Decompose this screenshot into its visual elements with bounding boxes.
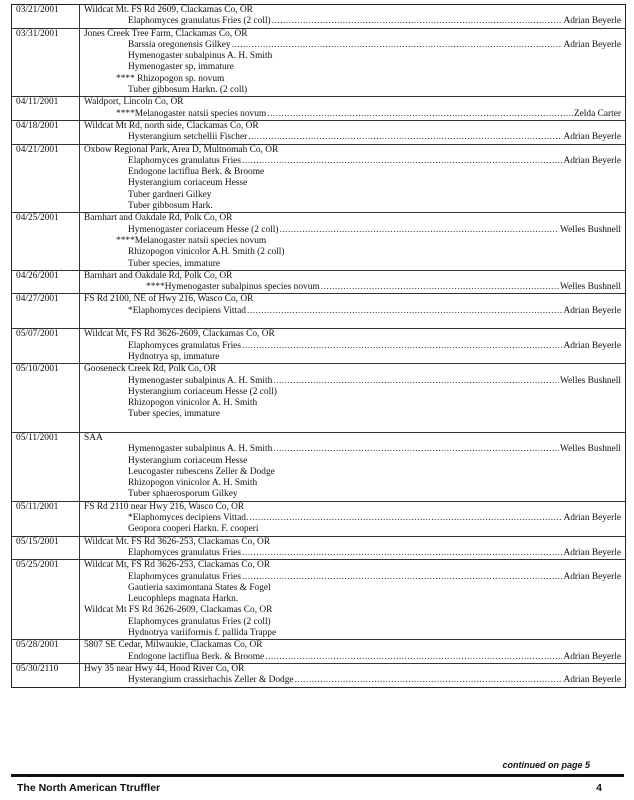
species-text: Hysterangium crassirhachis Zeller & Dodge [128, 675, 294, 686]
species-text: Rhizopogon vinicolor A.H. Smith (2 coll) [128, 247, 285, 258]
record-date: 05/10/2001 [12, 364, 80, 432]
species-line [80, 225, 621, 236]
collector-name: Zelda Carter [573, 108, 621, 119]
location-line [80, 640, 621, 651]
species-text: Hydnotrya variiformis f. pallida Trappe [128, 628, 277, 639]
location-line [80, 213, 621, 224]
record-date: 04/18/2001 [12, 121, 80, 144]
location-text: Oxbow Regional Park, Area D, Multnomah Co, OR [84, 144, 279, 155]
species-line [80, 74, 621, 85]
record-date: 05/25/2001 [12, 560, 80, 639]
species-line [80, 444, 621, 455]
species-line [80, 51, 621, 62]
species-line [80, 628, 621, 639]
leader-dots [242, 548, 562, 559]
record-details [80, 329, 625, 363]
species-line [80, 85, 621, 96]
leader-dots [248, 132, 562, 143]
location-line [80, 537, 621, 548]
species-text: Hysterangium coriaceum Hesse [128, 178, 248, 189]
record-date: 04/21/2001 [12, 145, 80, 213]
species-line [80, 259, 621, 270]
species-text: ****Melanogaster natsii species novum [116, 235, 267, 246]
location-text: Wildcat Mt FS Rd 3626-2609, Clackamas Co, OR [84, 605, 273, 616]
leader-dots [321, 282, 559, 293]
record-date: 04/27/2001 [12, 294, 80, 328]
location-line [80, 433, 621, 444]
record-details [80, 502, 625, 536]
species-text: Elaphomyces granulatus Fries [128, 547, 241, 558]
species-line [80, 572, 621, 583]
species-line [80, 236, 621, 247]
record-date: 04/25/2001 [12, 213, 80, 269]
species-line [80, 409, 621, 420]
record-date: 05/11/2001 [12, 502, 80, 536]
species-text: Rhizopogon vinicolor A. H. Smith [128, 478, 258, 489]
species-text: Tuber gardneri Gilkey [128, 189, 212, 200]
location-text: FS Rd 2100, NE of Hwy 216, Wasco Co, OR [84, 294, 254, 305]
species-line [80, 387, 621, 398]
record-row [12, 97, 625, 121]
record-row [12, 433, 625, 502]
location-line [80, 121, 621, 132]
species-line [80, 524, 621, 535]
record-details [80, 537, 625, 560]
location-text: Wildcat Mt Rd, north side, Clackamas Co, OR [84, 120, 259, 131]
species-line [80, 352, 621, 363]
species-line [80, 467, 621, 478]
record-date: 03/21/2001 [12, 5, 80, 28]
species-text: ****Hymenogaster subalpinus species novum [146, 282, 320, 293]
publication-title: The North American Ttruffler [17, 782, 161, 794]
leader-dots [242, 156, 562, 167]
species-text: **** Rhizopogon sp. novum [116, 73, 225, 84]
record-row [12, 560, 625, 640]
species-text: Elaphomyces granulatus Fries [128, 340, 241, 351]
location-line [80, 294, 621, 305]
leader-dots [295, 675, 563, 686]
location-text: SAA [84, 432, 103, 443]
species-text: Rhizopogon vinicolor A. H. Smith [128, 398, 258, 409]
collector-name: Welles Bushnell [560, 282, 621, 293]
species-line [80, 456, 621, 467]
collector-name: Adrian Beyerle [563, 16, 621, 27]
location-line [80, 560, 621, 571]
record-details [80, 433, 625, 501]
collector-name: Welles Bushnell [560, 375, 621, 386]
location-text: 5807 SE Cedar, Milwaukie, Clackamas Co, OR [84, 640, 263, 651]
record-date: 04/26/2001 [12, 271, 80, 294]
species-line [80, 617, 621, 628]
location-text: Barnhart and Oakdale Rd, Polk Co, OR [84, 213, 233, 224]
leader-dots [273, 444, 559, 455]
record-date: 05/07/2001 [12, 329, 80, 363]
record-row [12, 121, 625, 145]
record-date: 05/15/2001 [12, 537, 80, 560]
leader-dots [267, 109, 573, 120]
location-text: Wildcat Mt. FS Rd 2609, Clackamas Co, OR [84, 5, 253, 15]
species-text: Tuber sphaerosporum Gilkey [128, 489, 238, 500]
record-details [80, 97, 625, 120]
species-text: Hymenogaster subalpinus A. H. Smith [128, 444, 273, 455]
collector-name: Adrian Beyerle [563, 39, 621, 50]
record-date: 05/11/2001 [12, 433, 80, 501]
leader-dots [249, 513, 562, 524]
location-text: Wildcat Mt. FS Rd 3626-253, Clackamas Co, OR [84, 536, 271, 547]
record-details [80, 29, 625, 97]
record-details [80, 364, 625, 432]
location-line [80, 421, 621, 432]
location-line [80, 5, 621, 16]
record-row [12, 5, 625, 29]
species-text: Leucogaster rubescens Zeller & Dodge [128, 466, 275, 477]
species-text: Barssia oregonensis Gilkey [128, 39, 231, 50]
location-text: Jones Creek Tree Farm, Clackamas Co, OR [84, 28, 248, 39]
record-details [80, 664, 625, 687]
record-date: 05/30/2110 [12, 664, 80, 687]
collector-name: Welles Bushnell [560, 224, 621, 235]
page-footer [11, 774, 624, 799]
species-text: Hysterangium coriaceum Hesse (2 coll) [128, 386, 277, 397]
location-text: Barnhart and Oakdale Rd, Polk Co, OR [84, 270, 233, 281]
record-details [80, 5, 625, 28]
species-text: Tuber species, immature [128, 258, 221, 269]
leader-dots [273, 376, 559, 387]
location-line [80, 271, 621, 282]
location-text: Wildcat Mt, FS Rd 3626-253, Clackamas Co, OR [84, 560, 271, 571]
location-text: FS Rd 2110 near Hwy 216, Wasco Co, OR [84, 501, 245, 512]
collector-name: Adrian Beyerle [563, 675, 621, 686]
record-details [80, 560, 625, 639]
collector-name: Adrian Beyerle [563, 513, 621, 524]
species-line [80, 478, 621, 489]
collector-name: Adrian Beyerle [563, 132, 621, 143]
record-row [12, 213, 625, 270]
species-line [80, 513, 621, 524]
species-text: Hymenogaster sp, immature [128, 62, 234, 73]
continued-note: continued on page 5 [502, 760, 590, 770]
species-line [80, 652, 621, 663]
leader-dots [232, 40, 563, 51]
record-date: 04/11/2001 [12, 97, 80, 120]
species-text: Leucophleps magnata Harkn. [128, 594, 239, 605]
location-text: Gooseneck Creek Rd, Polk Co, OR [84, 364, 217, 375]
species-text: Endogone lactiflua Berk. & Broome [128, 167, 265, 178]
species-line [80, 282, 621, 293]
species-line [80, 201, 621, 212]
species-text: Geopora cooperi Harkn. F. cooperi [128, 524, 259, 535]
location-line [80, 502, 621, 513]
species-line [80, 109, 621, 120]
species-line [80, 675, 621, 686]
record-date: 03/31/2001 [12, 29, 80, 97]
species-text: Elaphomyces granulatus Fries [128, 571, 241, 582]
species-line [80, 376, 621, 387]
species-line [80, 156, 621, 167]
species-line [80, 341, 621, 352]
record-row [12, 294, 625, 329]
leader-dots [265, 652, 562, 663]
species-line [80, 16, 621, 27]
species-text: Tuber species, immature [128, 409, 221, 420]
collector-name: Adrian Beyerle [563, 340, 621, 351]
species-line [80, 398, 621, 409]
page-number: 4 [596, 782, 602, 794]
record-row [12, 640, 625, 664]
species-text: Hysterangium setchellii Fischer [128, 132, 248, 143]
location-line [80, 145, 621, 156]
record-row [12, 29, 625, 98]
species-text: Tuber gibbosum Hark. [128, 201, 213, 212]
location-text: Wildcat Mt, FS Rd 3626-2609, Clackamas Co, OR [84, 329, 275, 340]
record-details [80, 213, 625, 269]
species-line [80, 167, 621, 178]
location-line [80, 605, 621, 616]
species-line [80, 62, 621, 73]
location-line [80, 329, 621, 340]
species-text: Elaphomyces granulatus Fries (2 coll) [128, 16, 271, 27]
species-text: *Elaphomyces decipiens Vittad [128, 305, 246, 316]
record-details [80, 271, 625, 294]
location-line [80, 664, 621, 675]
location-text: Waldport, Lincoln Co, OR [84, 97, 184, 108]
species-text: *Elaphomyces decipiens Vittad. [128, 513, 249, 524]
location-line [80, 317, 621, 328]
species-text: Hydnotrya sp, immature [128, 351, 220, 362]
species-text: Endogone lactiflua Berk. & Broome [128, 651, 265, 662]
leader-dots [279, 225, 559, 236]
record-row [12, 502, 625, 537]
collector-name: Adrian Beyerle [563, 155, 621, 166]
species-line [80, 247, 621, 258]
record-row [12, 537, 625, 561]
record-row [12, 271, 625, 295]
collector-name: Welles Bushnell [560, 444, 621, 455]
record-row [12, 145, 625, 214]
species-line [80, 190, 621, 201]
leader-dots [242, 572, 562, 583]
record-row [12, 329, 625, 364]
species-text: Hymenogaster coriaceum Hesse (2 coll) [128, 224, 279, 235]
species-text: Elaphomyces granulatus Fries [128, 155, 241, 166]
collection-records-table [11, 4, 626, 688]
species-text: ****Melanogaster natsii species novum [116, 108, 267, 119]
location-line [80, 364, 621, 375]
leader-dots [247, 306, 562, 317]
leader-dots [242, 341, 562, 352]
location-line [80, 29, 621, 40]
species-line [80, 548, 621, 559]
species-line [80, 306, 621, 317]
species-line [80, 178, 621, 189]
collector-name: Adrian Beyerle [563, 305, 621, 316]
species-line [80, 489, 621, 500]
collector-name: Adrian Beyerle [563, 571, 621, 582]
leader-dots [272, 16, 563, 27]
species-text: Hymenogaster subalpinus A. H. Smith [128, 51, 273, 62]
location-line [80, 97, 621, 108]
record-details [80, 145, 625, 213]
species-line [80, 132, 621, 143]
species-line [80, 583, 621, 594]
record-details [80, 294, 625, 328]
collector-name: Adrian Beyerle [563, 547, 621, 558]
species-line [80, 594, 621, 605]
species-text: Gautieria saximontana States & Fogel [128, 582, 271, 593]
record-details [80, 121, 625, 144]
record-details [80, 640, 625, 663]
species-text: Hymenogaster subalpinus A. H. Smith [128, 375, 273, 386]
location-text: Hwy 35 near Hwy 44, Hood River Co, OR [84, 663, 245, 674]
species-text: Tuber gibbosum Harkn. (2 coll) [128, 85, 248, 96]
record-date: 05/28/2001 [12, 640, 80, 663]
record-row [12, 664, 625, 687]
record-row [12, 364, 625, 433]
species-text: Elaphomyces granulatus Fries (2 coll) [128, 616, 271, 627]
species-text: Hysterangium coriaceum Hesse [128, 455, 248, 466]
collector-name: Adrian Beyerle [563, 651, 621, 662]
species-line [80, 40, 621, 51]
